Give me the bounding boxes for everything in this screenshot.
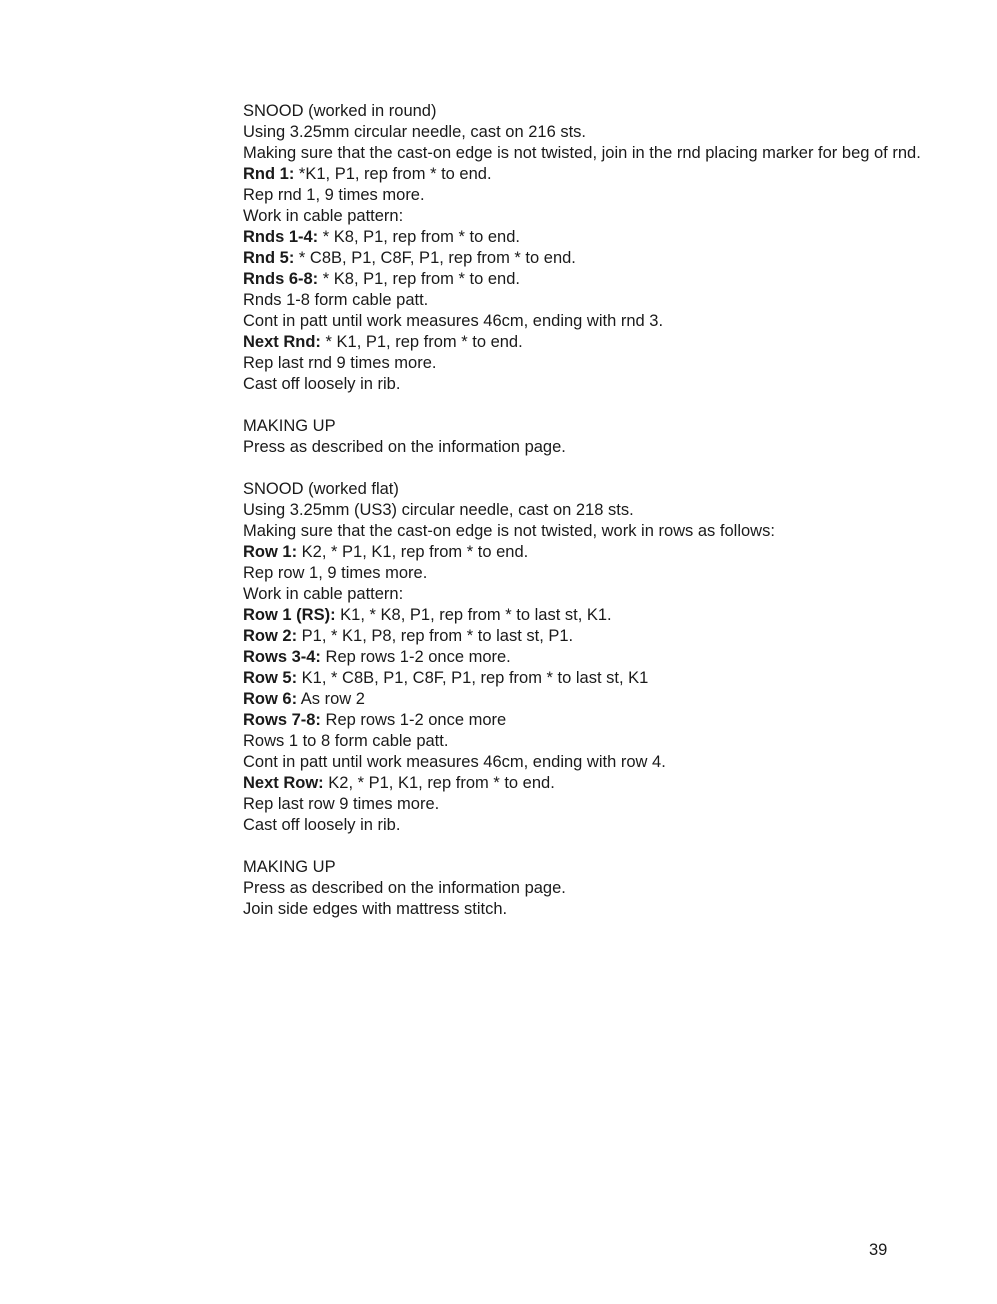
instruction-line: Rep last row 9 times more.: [243, 795, 440, 813]
instruction-line: Next Row: K2, * P1, K1, rep from * to end.: [243, 774, 555, 792]
instruction-line: Making sure that the cast-on edge is not twisted, work in rows as follows:: [243, 522, 775, 540]
instruction-line: Rnd 5: * C8B, P1, C8F, P1, rep from * to end.: [243, 249, 576, 267]
instruction-label: Row 1:: [243, 543, 298, 561]
instruction-line: Rnds 1-8 form cable patt.: [243, 291, 429, 309]
instruction-line: Using 3.25mm (US3) circular needle, cast on 218 sts.: [243, 501, 634, 519]
instruction-label: Rnd 5:: [243, 249, 295, 267]
instruction-label: Rnd 1:: [243, 165, 295, 183]
instruction-line: Row 2: P1, * K1, P8, rep from * to last st, P1.: [243, 627, 574, 645]
instruction-line: Using 3.25mm circular needle, cast on 216 sts.: [243, 123, 586, 141]
instruction-line: Rep row 1, 9 times more.: [243, 564, 428, 582]
pattern-text: [243, 101, 933, 920]
instruction-line: Rnds 6-8: * K8, P1, rep from * to end.: [243, 270, 520, 288]
instruction-line: Cast off loosely in rib.: [243, 375, 401, 393]
section-heading-making-up: MAKING UP: [243, 858, 336, 876]
section-heading-snood-round: SNOOD (worked in round): [243, 102, 437, 120]
instruction-label: Rows 3-4:: [243, 648, 321, 666]
instruction-line: Rnd 1: *K1, P1, rep from * to end.: [243, 165, 492, 183]
instruction-line: Row 5: K1, * C8B, P1, C8F, P1, rep from * to last st, K1: [243, 669, 649, 687]
instruction-line: Press as described on the information page.: [243, 879, 566, 897]
instruction-label: Rnds 1-4:: [243, 228, 319, 246]
instruction-line: Press as described on the information page.: [243, 438, 566, 456]
section-heading-snood-flat: SNOOD (worked flat): [243, 480, 399, 498]
spacer: [243, 395, 933, 416]
instruction-label: Row 2:: [243, 627, 298, 645]
instruction-line: Join side edges with mattress stitch.: [243, 900, 508, 918]
instruction-line: Rows 3-4: Rep rows 1-2 once more.: [243, 648, 511, 666]
instruction-line: Cont in patt until work measures 46cm, ending with row 4.: [243, 753, 666, 771]
instruction-line: Rnds 1-4: * K8, P1, rep from * to end.: [243, 228, 520, 246]
instruction-line: Work in cable pattern:: [243, 585, 404, 603]
section-heading-making-up: MAKING UP: [243, 417, 336, 435]
page-number: 39: [869, 1241, 888, 1259]
instruction-label: Next Rnd:: [243, 333, 321, 351]
instruction-line: Rep rnd 1, 9 times more.: [243, 186, 425, 204]
instruction-line: Row 6: As row 2: [243, 690, 365, 708]
instruction-label: Rnds 6-8:: [243, 270, 319, 288]
instruction-line: Row 1: K2, * P1, K1, rep from * to end.: [243, 543, 529, 561]
spacer: [243, 458, 933, 479]
instruction-label: Row 5:: [243, 669, 298, 687]
instruction-line: Making sure that the cast-on edge is not twisted, join in the rnd placing marker for beg of rnd.: [243, 144, 921, 162]
instruction-line: Rep last rnd 9 times more.: [243, 354, 437, 372]
instruction-label: Row 6:: [243, 690, 298, 708]
instruction-label: Row 1 (RS):: [243, 606, 336, 624]
spacer: [243, 836, 933, 857]
instruction-line: Row 1 (RS): K1, * K8, P1, rep from * to last st, K1.: [243, 606, 612, 624]
instruction-line: Next Rnd: * K1, P1, rep from * to end.: [243, 333, 523, 351]
instruction-label: Next Row:: [243, 774, 324, 792]
instruction-line: Cast off loosely in rib.: [243, 816, 401, 834]
instruction-line: Rows 7-8: Rep rows 1-2 once more: [243, 711, 507, 729]
instruction-label: Rows 7-8:: [243, 711, 321, 729]
instruction-line: Work in cable pattern:: [243, 207, 404, 225]
instruction-line: Rows 1 to 8 form cable patt.: [243, 732, 449, 750]
instruction-line: Cont in patt until work measures 46cm, ending with rnd 3.: [243, 312, 664, 330]
